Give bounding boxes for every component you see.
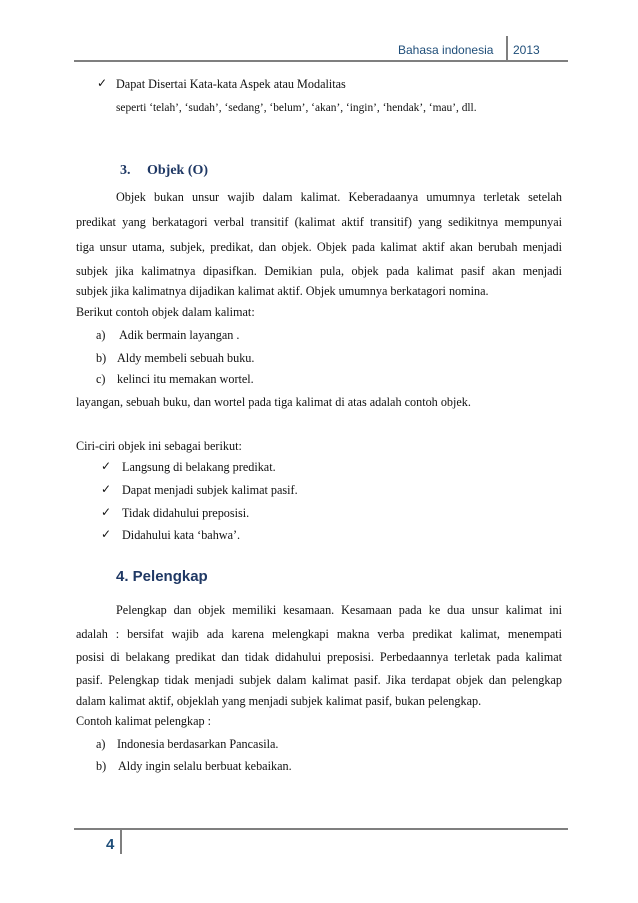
section3-para-line-4: subjek jika kalimatnya dipasifkan. Demikian pula, objek pada kalimat pasif akan menjadi — [76, 264, 562, 278]
section3-title: Objek (O) — [147, 163, 209, 178]
section3-example-intro: Berikut contoh objek dalam kalimat: — [76, 305, 255, 319]
section3-para-line-1: Objek bukan unsur wajib dalam kalimat. Keberadaanya umumnya terletak setelah — [116, 190, 562, 204]
footer-divider — [120, 828, 122, 854]
check-icon: ✓ — [101, 505, 112, 519]
section3-para-line-2: predikat yang berkatagori verbal transitif (kalimat aktif transitif) yang sedikitnya mempunyai — [76, 215, 562, 229]
section3-example-a: Adik bermain layangan . — [119, 328, 240, 342]
section3-para-line-5: subjek jika kalimatnya dijadikan kalimat aktif. Objek umumnya berkatagori nomina. — [76, 284, 489, 298]
section3-example-c: kelinci itu memakan wortel. — [117, 372, 254, 386]
check-icon: ✓ — [97, 76, 108, 90]
section3-traits-intro: Ciri-ciri objek ini sebagai berikut: — [76, 439, 242, 453]
check-icon: ✓ — [101, 527, 112, 541]
section4-para-line-5: dalam kalimat aktif, objeklah yang menjadi subjek kalimat pasif, bukan pelengkap. — [76, 694, 482, 708]
section3-example-b-label: b) — [96, 351, 107, 365]
section3-example-b: Aldy membeli sebuah buku. — [117, 351, 255, 365]
section3-example-c-label: c) — [96, 372, 106, 386]
section4-para-line-4: pasif. Pelengkap tidak menjadi subjek dalam kalimat pasif. Jika terdapat objek dan pelengkap — [76, 673, 562, 687]
page-number: 4 — [106, 836, 115, 853]
section4-example-b: Aldy ingin selalu berbuat kebaikan. — [118, 759, 292, 773]
section3-number: 3. — [120, 163, 131, 178]
section4-example-a-label: a) — [96, 737, 106, 751]
header-title: Bahasa indonesia — [398, 43, 494, 57]
section3-trait-4: Didahului kata ‘bahwa’. — [122, 528, 241, 542]
section3-para-line-3: tiga unsur utama, subjek, predikat, dan objek. Objek pada kalimat aktif akan berubah menjadi — [76, 240, 562, 254]
top-item-examples: seperti ‘telah’, ‘sudah’, ‘sedang’, ‘belum’, ‘akan’, ‘ingin’, ‘hendak’, ‘mau’, dll. — [116, 102, 477, 114]
header-divider — [506, 36, 508, 60]
section4-para-line-3: posisi di belakang predikat dan tidak didahului preposisi. Perbedaannya terletak pada kalimat — [76, 650, 562, 664]
header-rule — [74, 60, 568, 62]
footer-rule — [74, 828, 568, 830]
check-icon: ✓ — [101, 482, 112, 496]
top-item-title: Dapat Disertai Kata-kata Aspek atau Modalitas — [116, 77, 346, 91]
section4-example-b-label: b) — [96, 759, 107, 773]
section4-example-a: Indonesia berdasarkan Pancasila. — [117, 737, 279, 751]
section3-trait-1: Langsung di belakang predikat. — [122, 460, 276, 474]
section4-title: 4. Pelengkap — [116, 568, 208, 585]
section4-para-line-1: Pelengkap dan objek memiliki kesamaan. Kesamaan pada ke dua unsur kalimat ini — [116, 603, 562, 617]
section3-trait-2: Dapat menjadi subjek kalimat pasif. — [122, 483, 298, 497]
check-icon: ✓ — [101, 459, 112, 473]
section3-trait-3: Tidak didahului preposisi. — [122, 506, 250, 520]
section3-example-note: layangan, sebuah buku, dan wortel pada tiga kalimat di atas adalah contoh objek. — [76, 395, 471, 409]
section3-example-a-label: a) — [96, 328, 106, 342]
header-year: 2013 — [513, 43, 540, 57]
section4-example-intro: Contoh kalimat pelengkap : — [76, 714, 212, 728]
section4-para-line-2: adalah : bersifat wajib ada karena melengkapi makna verba predikat kalimat, menempati — [76, 627, 562, 641]
